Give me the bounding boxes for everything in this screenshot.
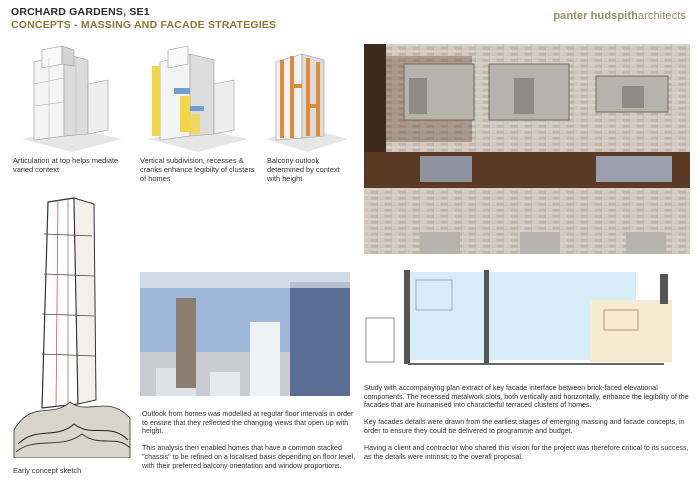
caption-sketch: Early concept sketch: [13, 466, 82, 475]
facade-paragraph-3: Having a client and contractor who shared this vision for the project was therefore critical to its success, as the details were intrinsic to the overall proposal.: [364, 444, 689, 461]
massing-diagram-subdivision: [138, 44, 256, 152]
concept-sketch-image: [12, 194, 132, 458]
facade-study-image: [364, 44, 690, 254]
outlook-paragraph-2: This analysis then enabled homes that have a common stacked "chassis" to be refined on a localised basis depending on floor level, with their preferred balcony orientation and window proportions.: [142, 444, 356, 470]
outlook-paragraph-1: Outlook from homes was modelled at regular floor intervals in order to ensure that they reflected the changing views that open up with height.: [142, 410, 354, 436]
outlook-text: [142, 410, 356, 479]
page-subtitle: CONCEPTS - MASSING AND FACADE STRATEGIES: [11, 19, 277, 31]
plan-extract-image: [364, 270, 690, 374]
facade-text: [364, 384, 692, 470]
outlook-render-image: [140, 272, 350, 396]
caption-articulation: Articulation at top helps mediate varied context: [13, 156, 119, 174]
facade-paragraph-2: Key facades details were drawn from the earliest stages of emerging massing and facade concepts, in order to ensure they could be delivered to programme and budget.: [364, 418, 685, 435]
massing-diagram-articulation: [12, 44, 130, 152]
massing-diagram-balcony: [262, 44, 352, 152]
brand-logo: [553, 10, 686, 22]
caption-subdivision: Vertical subdivision, recesses & cranks enhance legibilty of clusters of homes: [140, 156, 255, 183]
caption-balcony: Balcony outlook determined by context with height: [267, 156, 340, 183]
brand-suffix: architects: [637, 10, 686, 22]
page-title: ORCHARD GARDENS, SE1: [11, 6, 150, 18]
brand-name: panter hudspith: [553, 10, 638, 22]
facade-paragraph-1: Study with accompanying plan extract of key facade interface between brick-faced elevational components. The recessed metalwork slots, both vertically and horizontally, enhance the legibility of the facades that are humanised into characterful terraced clusters of homes.: [364, 384, 689, 410]
